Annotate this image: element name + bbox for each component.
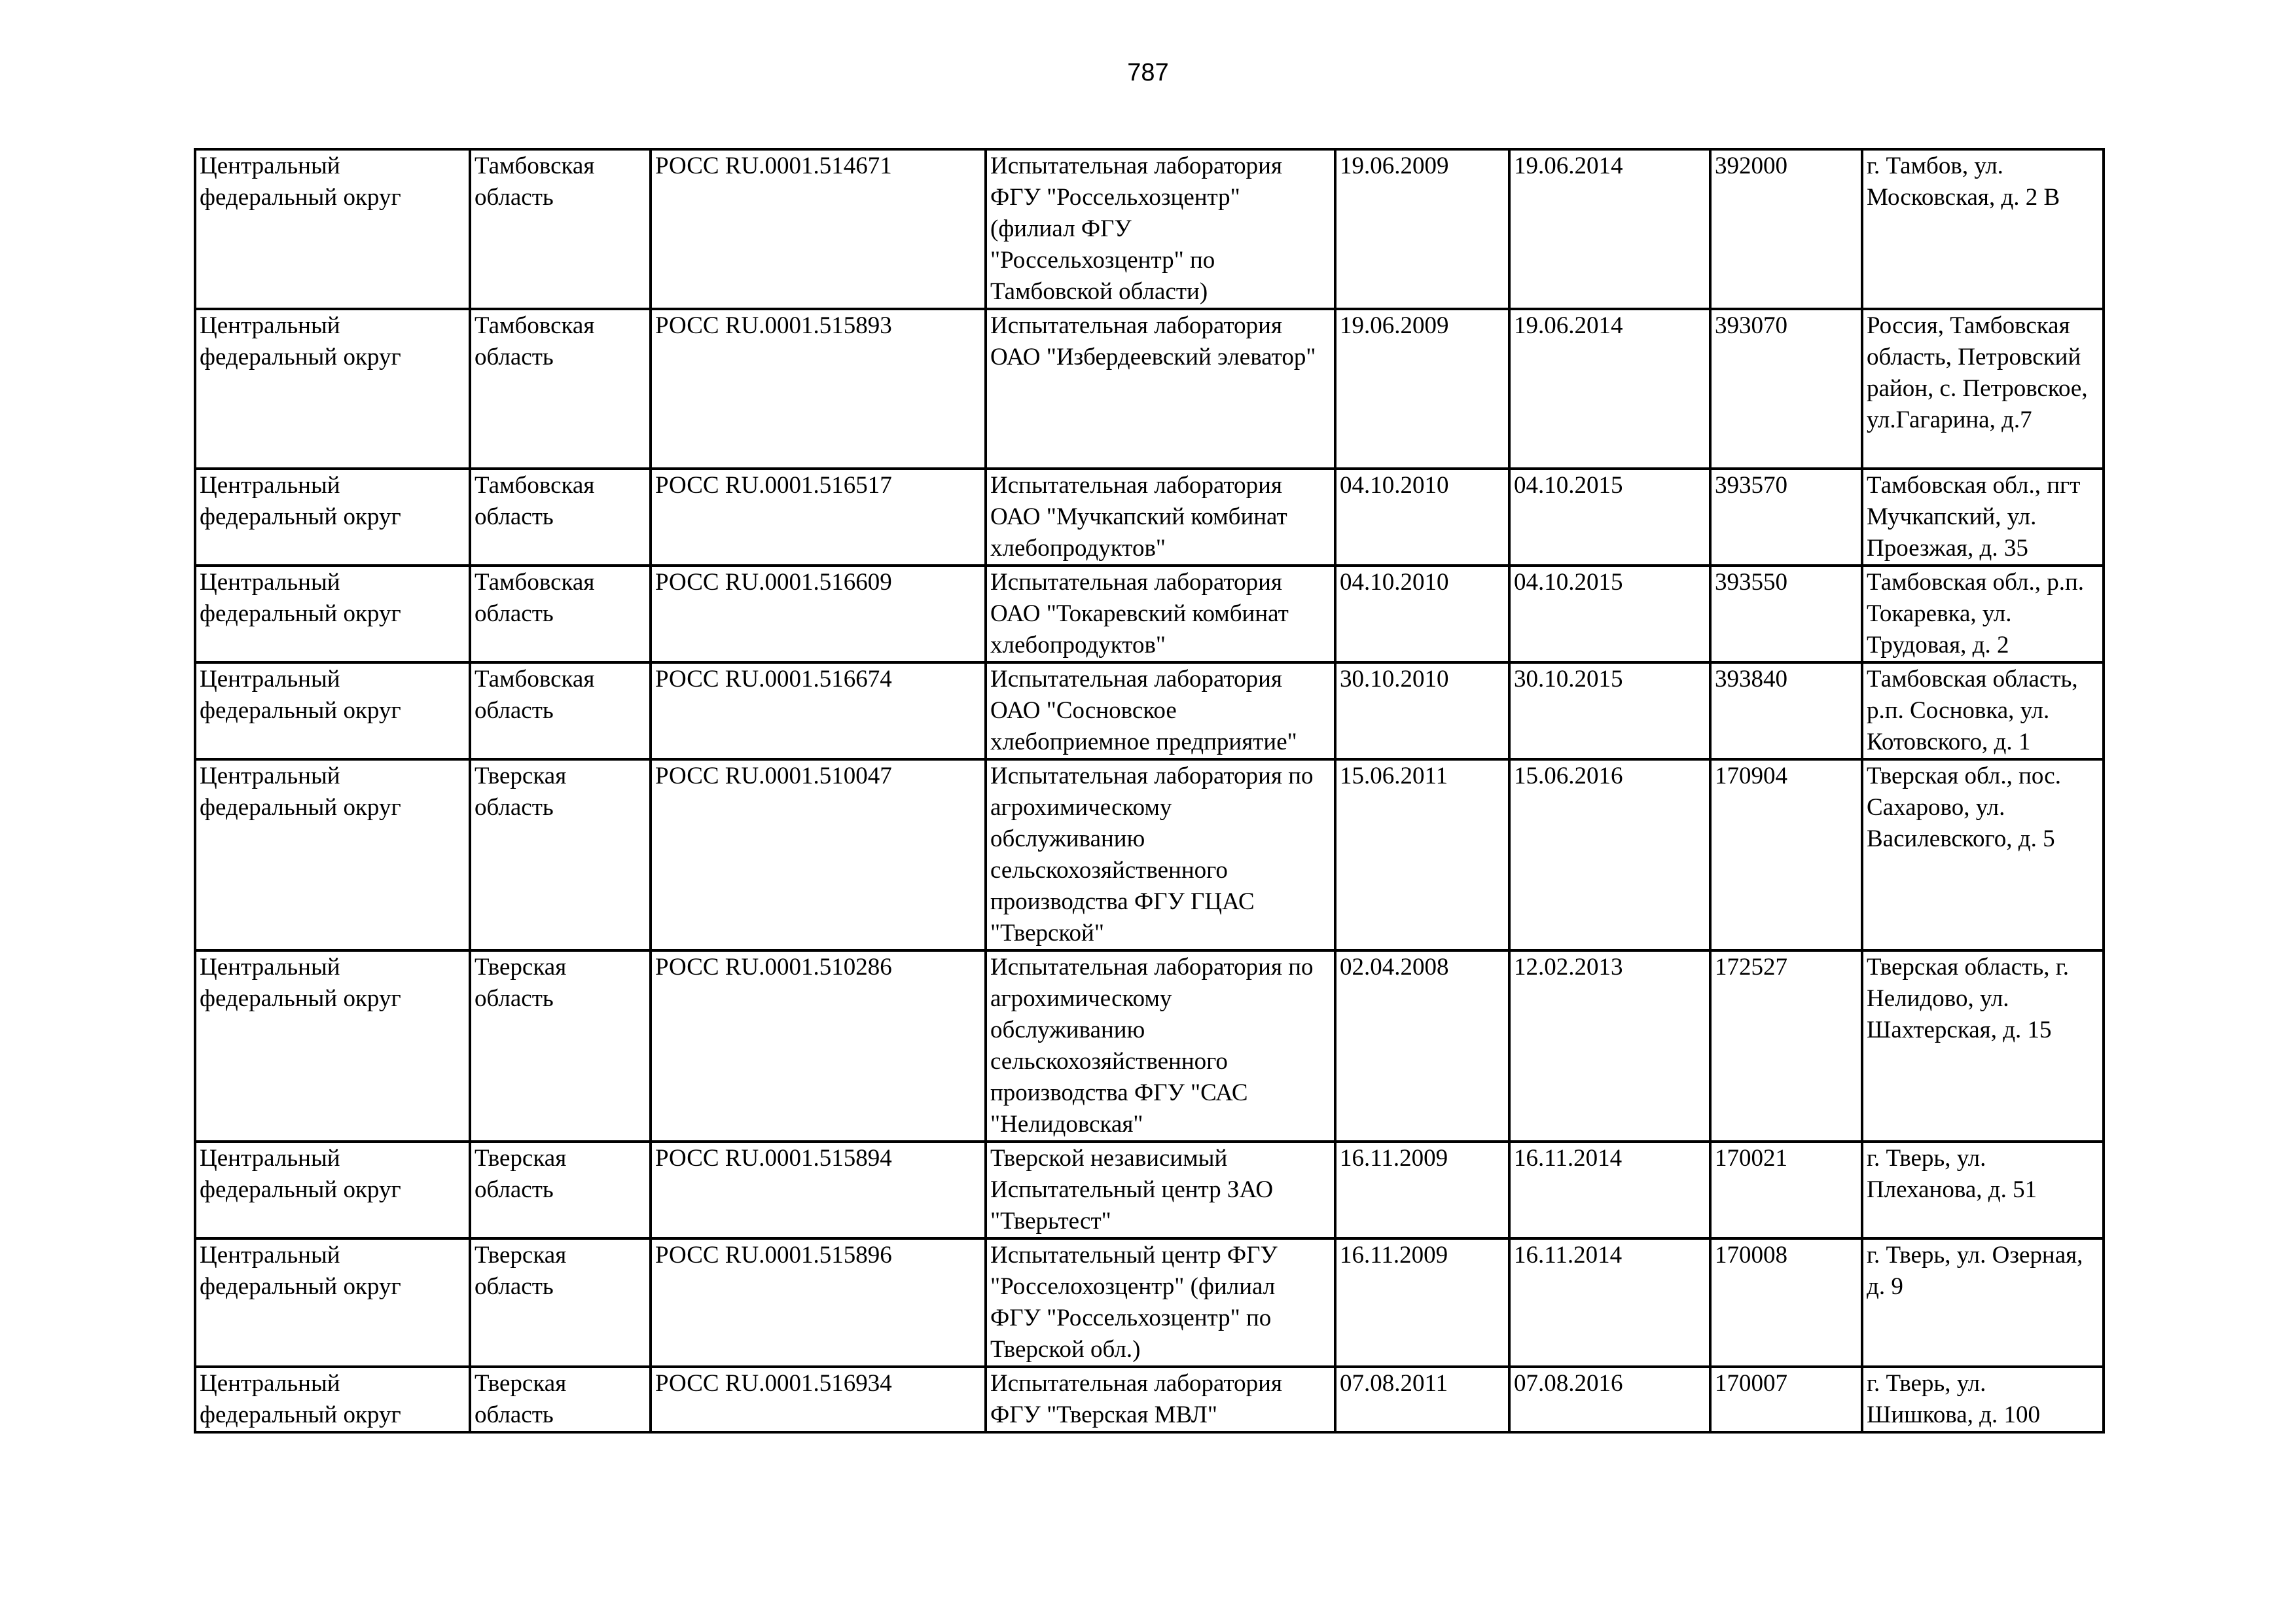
- postcode-cell: 170904: [1710, 759, 1862, 950]
- region-cell: Тамбовская область: [470, 149, 651, 309]
- laboratory-cell: Испытательная лаборатория ОАО "Токаревский комбинат хлебопродуктов": [986, 566, 1335, 662]
- table-row: [195, 759, 2104, 950]
- certificate-cell: РОСС RU.0001.516609: [651, 566, 986, 662]
- region-cell: Тверская область: [470, 1142, 651, 1238]
- region-cell: Тамбовская область: [470, 309, 651, 469]
- postcode-cell: 393570: [1710, 469, 1862, 566]
- district-cell: Центральный федеральный округ: [195, 759, 470, 950]
- laboratory-cell: Испытательная лаборатория ОАО "Сосновское хлебоприемное предприятие": [986, 662, 1335, 759]
- address-cell: Тамбовская обл., пгт Мучкапский, ул. Проезжая, д. 35: [1862, 469, 2104, 566]
- certificate-cell: РОСС RU.0001.510047: [651, 759, 986, 950]
- region-cell: Тверская область: [470, 1367, 651, 1432]
- date-to-cell: 04.10.2015: [1509, 566, 1710, 662]
- address-cell: Тверская обл., пос. Сахарово, ул. Василевского, д. 5: [1862, 759, 2104, 950]
- district-cell: Центральный федеральный округ: [195, 149, 470, 309]
- date-from-cell: 16.11.2009: [1335, 1142, 1509, 1238]
- laboratory-cell: Испытательная лаборатория ФГУ "Россельхозцентр" (филиал ФГУ "Россельхозцентр" по Тамбовской области): [986, 149, 1335, 309]
- district-cell: Центральный федеральный округ: [195, 1367, 470, 1432]
- certificate-cell: РОСС RU.0001.516674: [651, 662, 986, 759]
- address-cell: Россия, Тамбовская область, Петровский район, с. Петровское, ул.Гагарина, д.7: [1862, 309, 2104, 469]
- date-to-cell: 04.10.2015: [1509, 469, 1710, 566]
- laboratory-cell: Тверской независимый Испытательный центр ЗАО "Тверьтест": [986, 1142, 1335, 1238]
- postcode-cell: 170008: [1710, 1238, 1862, 1367]
- date-to-cell: 15.06.2016: [1509, 759, 1710, 950]
- address-cell: г. Тверь, ул. Шишкова, д. 100: [1862, 1367, 2104, 1432]
- table-row: [195, 1142, 2104, 1238]
- table-row: [195, 566, 2104, 662]
- date-to-cell: 19.06.2014: [1509, 309, 1710, 469]
- date-to-cell: 19.06.2014: [1509, 149, 1710, 309]
- table-row: [195, 309, 2104, 469]
- postcode-cell: 393840: [1710, 662, 1862, 759]
- address-cell: г. Тверь, ул. Плеханова, д. 51: [1862, 1142, 2104, 1238]
- date-from-cell: 04.10.2010: [1335, 566, 1509, 662]
- certificate-cell: РОСС RU.0001.516517: [651, 469, 986, 566]
- postcode-cell: 392000: [1710, 149, 1862, 309]
- district-cell: Центральный федеральный округ: [195, 469, 470, 566]
- table-row: [195, 469, 2104, 566]
- certificate-cell: РОСС RU.0001.516934: [651, 1367, 986, 1432]
- certificate-cell: РОСС RU.0001.515894: [651, 1142, 986, 1238]
- district-cell: Центральный федеральный округ: [195, 1142, 470, 1238]
- laboratory-cell: Испытательная лаборатория по агрохимическому обслуживанию сельскохозяйственного производства ФГУ ГЦАС "Тверской": [986, 759, 1335, 950]
- registry-table: [194, 148, 2105, 1434]
- district-cell: Центральный федеральный округ: [195, 1238, 470, 1367]
- region-cell: Тамбовская область: [470, 566, 651, 662]
- address-cell: г. Тверь, ул. Озерная, д. 9: [1862, 1238, 2104, 1367]
- address-cell: Тамбовская область, р.п. Сосновка, ул. Котовского, д. 1: [1862, 662, 2104, 759]
- district-cell: Центральный федеральный округ: [195, 566, 470, 662]
- region-cell: Тамбовская область: [470, 469, 651, 566]
- date-from-cell: 19.06.2009: [1335, 149, 1509, 309]
- district-cell: Центральный федеральный округ: [195, 950, 470, 1142]
- date-from-cell: 07.08.2011: [1335, 1367, 1509, 1432]
- laboratory-cell: Испытательная лаборатория ОАО "Избердеевский элеватор": [986, 309, 1335, 469]
- region-cell: Тверская область: [470, 950, 651, 1142]
- region-cell: Тамбовская область: [470, 662, 651, 759]
- date-to-cell: 12.02.2013: [1509, 950, 1710, 1142]
- certificate-cell: РОСС RU.0001.514671: [651, 149, 986, 309]
- date-from-cell: 19.06.2009: [1335, 309, 1509, 469]
- postcode-cell: 393550: [1710, 566, 1862, 662]
- date-to-cell: 30.10.2015: [1509, 662, 1710, 759]
- certificate-cell: РОСС RU.0001.515893: [651, 309, 986, 469]
- certificate-cell: РОСС RU.0001.515896: [651, 1238, 986, 1367]
- date-from-cell: 15.06.2011: [1335, 759, 1509, 950]
- certificate-cell: РОСС RU.0001.510286: [651, 950, 986, 1142]
- postcode-cell: 172527: [1710, 950, 1862, 1142]
- district-cell: Центральный федеральный округ: [195, 309, 470, 469]
- district-cell: Центральный федеральный округ: [195, 662, 470, 759]
- date-from-cell: 02.04.2008: [1335, 950, 1509, 1142]
- table-row: [195, 149, 2104, 309]
- region-cell: Тверская область: [470, 759, 651, 950]
- laboratory-cell: Испытательная лаборатория ФГУ "Тверская МВЛ": [986, 1367, 1335, 1432]
- date-to-cell: 16.11.2014: [1509, 1142, 1710, 1238]
- table-row: [195, 1367, 2104, 1432]
- page-number: 787: [1127, 59, 1169, 86]
- laboratory-cell: Испытательная лаборатория по агрохимическому обслуживанию сельскохозяйственного производства ФГУ "САС "Нелидовская": [986, 950, 1335, 1142]
- table-row: [195, 662, 2104, 759]
- postcode-cell: 393070: [1710, 309, 1862, 469]
- address-cell: Тамбовская обл., р.п. Токаревка, ул. Трудовая, д. 2: [1862, 566, 2104, 662]
- table-row: [195, 950, 2104, 1142]
- address-cell: г. Тамбов, ул. Московская, д. 2 В: [1862, 149, 2104, 309]
- postcode-cell: 170007: [1710, 1367, 1862, 1432]
- table-row: [195, 1238, 2104, 1367]
- laboratory-cell: Испытательная лаборатория ОАО "Мучкапский комбинат хлебопродуктов": [986, 469, 1335, 566]
- date-from-cell: 16.11.2009: [1335, 1238, 1509, 1367]
- region-cell: Тверская область: [470, 1238, 651, 1367]
- postcode-cell: 170021: [1710, 1142, 1862, 1238]
- date-from-cell: 04.10.2010: [1335, 469, 1509, 566]
- laboratory-cell: Испытательный центр ФГУ "Росселохозцентр" (филиал ФГУ "Россельхозцентр" по Тверской обл.): [986, 1238, 1335, 1367]
- date-to-cell: 07.08.2016: [1509, 1367, 1710, 1432]
- date-to-cell: 16.11.2014: [1509, 1238, 1710, 1367]
- address-cell: Тверская область, г. Нелидово, ул. Шахтерская, д. 15: [1862, 950, 2104, 1142]
- date-from-cell: 30.10.2010: [1335, 662, 1509, 759]
